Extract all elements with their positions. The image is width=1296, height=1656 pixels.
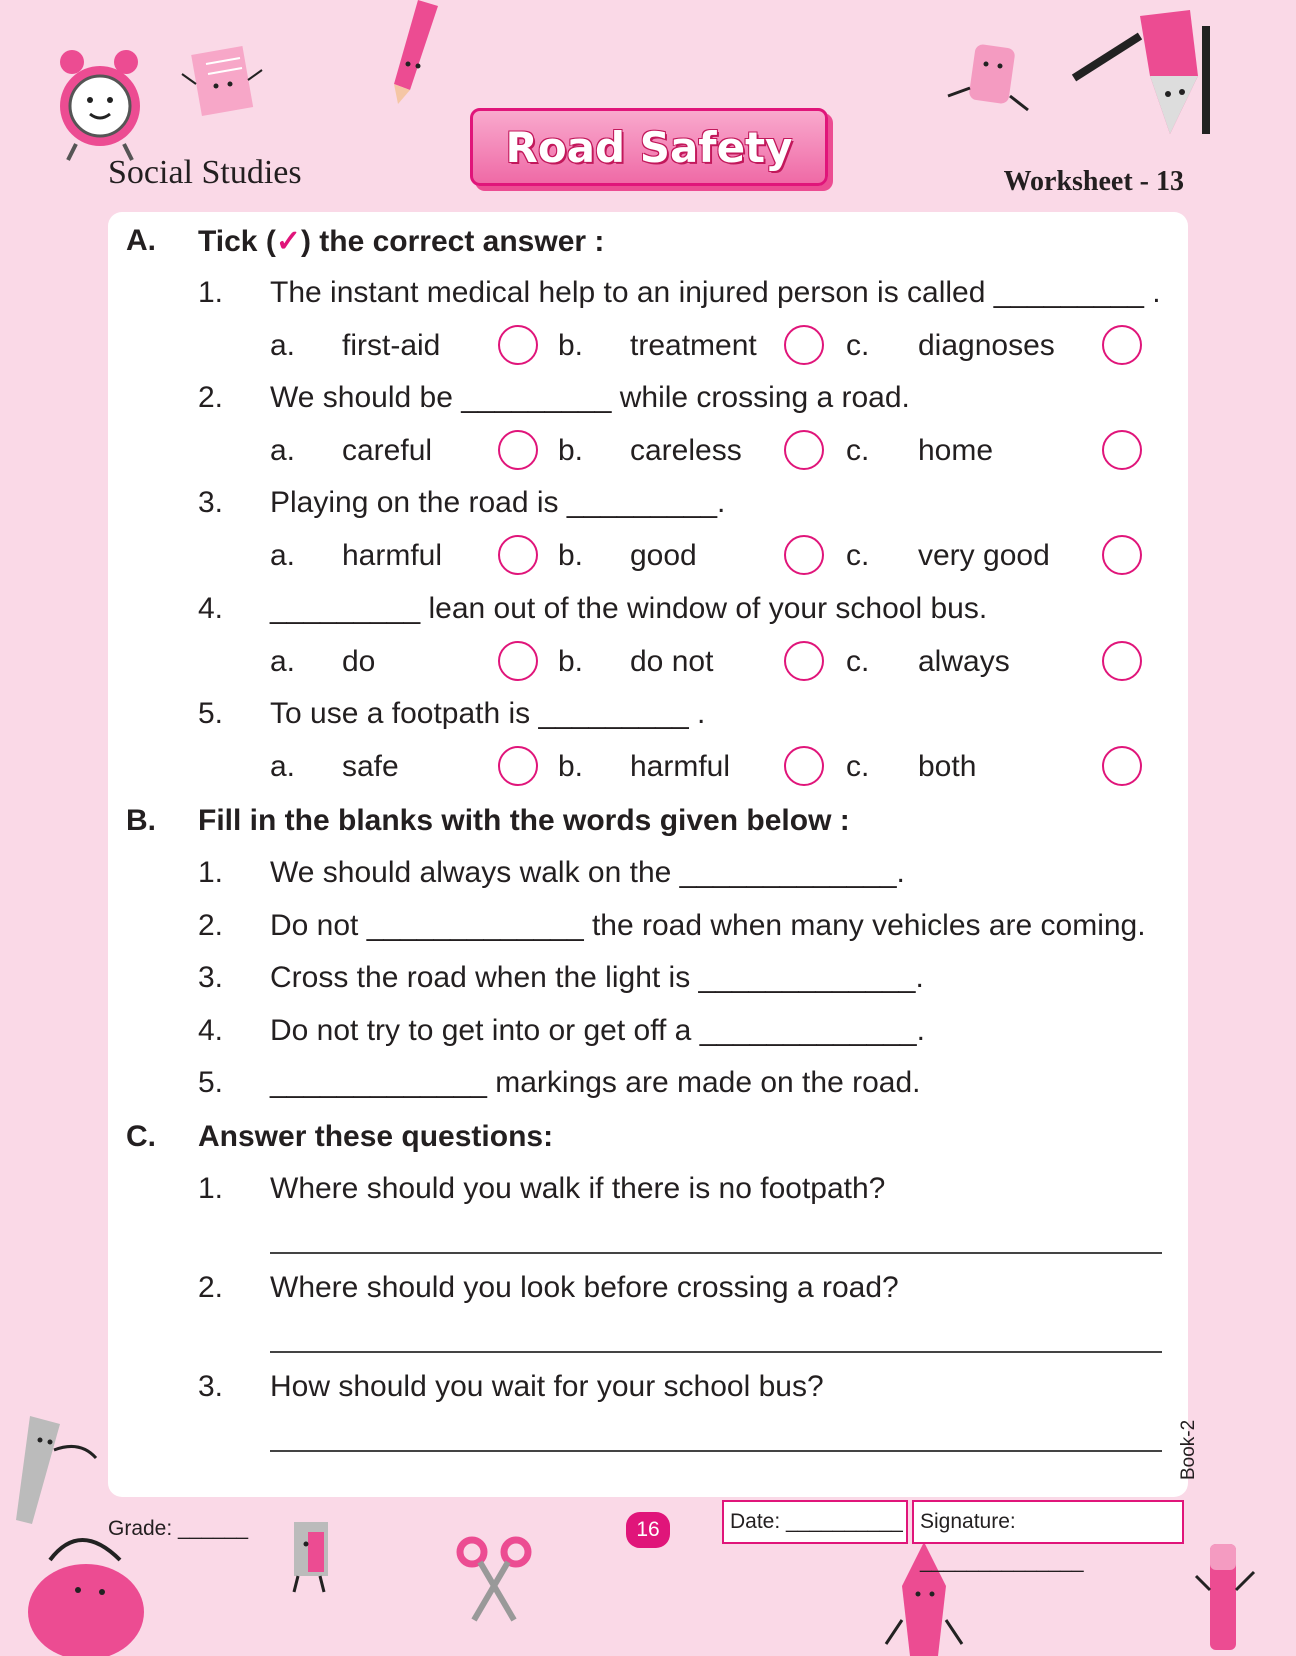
option-b-text: good — [630, 539, 697, 572]
option-a-label: a. — [270, 645, 296, 678]
page-number: 16 — [626, 1512, 670, 1548]
option-a-text: first-aid — [342, 329, 441, 362]
answer-circle-a[interactable] — [498, 430, 538, 470]
option-c-text: home — [918, 434, 994, 467]
tick-mark-icon: ✓ — [275, 225, 301, 258]
answer-line-c1[interactable] — [270, 1252, 1162, 1254]
pen-character-icon — [1190, 1540, 1260, 1656]
question-c3-number: 3. — [198, 1370, 224, 1403]
option-b-label: b. — [558, 750, 584, 783]
fill-blank-1-text: We should always walk on the _____________. — [270, 856, 905, 889]
option-a-text: careful — [342, 434, 433, 467]
question-c1-number: 1. — [198, 1172, 224, 1205]
option-a-text: do — [342, 645, 376, 678]
option-a-label: a. — [270, 539, 296, 572]
answer-circle-b[interactable] — [784, 430, 824, 470]
question-a4-text: _________ lean out of the window of your school bus. — [270, 592, 988, 625]
option-a-text: harmful — [342, 539, 443, 572]
answer-circle-a[interactable] — [498, 641, 538, 681]
eraser-icon — [944, 40, 1034, 120]
section-a-title-post: ) the correct answer : — [300, 225, 605, 258]
option-c-label: c. — [846, 434, 870, 467]
pencil-icon — [380, 0, 450, 110]
option-c-text: both — [918, 750, 977, 783]
question-a4-number: 4. — [198, 592, 224, 625]
section-b-letter: B. — [126, 804, 156, 837]
fill-blank-1-number: 1. — [198, 856, 224, 889]
ruler-character-icon — [10, 1410, 100, 1530]
answer-circle-b[interactable] — [784, 325, 824, 365]
answer-circle-c[interactable] — [1102, 325, 1142, 365]
grade-field[interactable]: Grade: ______ — [108, 1517, 249, 1540]
section-c-letter: C. — [126, 1120, 156, 1153]
option-b-label: b. — [558, 434, 584, 467]
answer-circle-c[interactable] — [1102, 641, 1142, 681]
option-a-label: a. — [270, 434, 296, 467]
question-c2-number: 2. — [198, 1271, 224, 1304]
date-field[interactable]: Date: __________ — [722, 1500, 908, 1544]
option-b-text: treatment — [630, 329, 757, 362]
option-b-label: b. — [558, 329, 584, 362]
option-c-label: c. — [846, 645, 870, 678]
option-c-label: c. — [846, 750, 870, 783]
option-b-label: b. — [558, 645, 584, 678]
section-a-title-pre: Tick ( — [198, 225, 276, 258]
fill-blank-5-number: 5. — [198, 1066, 224, 1099]
question-a1-number: 1. — [198, 276, 224, 309]
question-c1-text: Where should you walk if there is no footpath? — [270, 1172, 886, 1205]
fill-blank-5-text: _____________ markings are made on the road. — [270, 1066, 921, 1099]
question-c3-text: How should you wait for your school bus? — [270, 1370, 824, 1403]
question-a3-text: Playing on the road is _________. — [270, 486, 726, 519]
question-a5-text: To use a footpath is _________ . — [270, 697, 706, 730]
fill-blank-2-text: Do not _____________ the road when many vehicles are coming. — [270, 909, 1146, 942]
option-c-label: c. — [846, 329, 870, 362]
answer-circle-c[interactable] — [1102, 535, 1142, 575]
fill-blank-4-number: 4. — [198, 1014, 224, 1047]
question-a1-text: The instant medical help to an injured person is called _________ . — [270, 276, 1161, 309]
option-a-label: a. — [270, 750, 296, 783]
option-c-text: always — [918, 645, 1010, 678]
question-a3-number: 3. — [198, 486, 224, 519]
option-b-text: careless — [630, 434, 742, 467]
option-b-text: do not — [630, 645, 714, 678]
subject-label: Social Studies — [108, 154, 302, 191]
signature-field[interactable]: Signature: ______________ — [912, 1500, 1184, 1544]
answer-circle-b[interactable] — [784, 641, 824, 681]
question-a2-number: 2. — [198, 381, 224, 414]
option-a-text: safe — [342, 750, 399, 783]
alarm-clock-icon — [52, 44, 152, 164]
answer-circle-b[interactable] — [784, 535, 824, 575]
section-b-title: Fill in the blanks with the words given below : — [198, 804, 850, 837]
notepad-icon — [178, 44, 264, 124]
sharpener-icon — [284, 1518, 344, 1594]
fill-blank-4-text: Do not try to get into or get off a _____________. — [270, 1014, 925, 1047]
scissors-icon — [456, 1536, 532, 1624]
section-a-title — [198, 224, 604, 259]
worksheet-number: Worksheet - 13 — [1003, 166, 1184, 197]
fill-blank-3-text: Cross the road when the light is _____________. — [270, 961, 924, 994]
worksheet-title-banner — [470, 108, 828, 186]
section-c-title: Answer these questions: — [198, 1120, 554, 1153]
question-a2-text: We should be _________ while crossing a road. — [270, 381, 910, 414]
worksheet-title: Road Safety — [505, 122, 793, 172]
answer-line-c2[interactable] — [270, 1351, 1162, 1353]
fill-blank-2-number: 2. — [198, 909, 224, 942]
answer-circle-c[interactable] — [1102, 430, 1142, 470]
question-a5-number: 5. — [198, 697, 224, 730]
book-label: Book-2 — [1178, 1419, 1199, 1480]
answer-circle-a[interactable] — [498, 325, 538, 365]
option-b-text: harmful — [630, 750, 731, 783]
answer-circle-a[interactable] — [498, 746, 538, 786]
fill-blank-3-number: 3. — [198, 961, 224, 994]
option-c-text: diagnoses — [918, 329, 1055, 362]
section-a-letter: A. — [126, 224, 156, 257]
answer-circle-a[interactable] — [498, 535, 538, 575]
answer-circle-c[interactable] — [1102, 746, 1142, 786]
question-c2-text: Where should you look before crossing a road? — [270, 1271, 899, 1304]
option-c-label: c. — [846, 539, 870, 572]
option-a-label: a. — [270, 329, 296, 362]
pencil-character-icon — [1070, 6, 1220, 136]
answer-line-c3[interactable] — [270, 1450, 1162, 1452]
answer-circle-b[interactable] — [784, 746, 824, 786]
option-c-text: very good — [918, 539, 1050, 572]
option-b-label: b. — [558, 539, 584, 572]
